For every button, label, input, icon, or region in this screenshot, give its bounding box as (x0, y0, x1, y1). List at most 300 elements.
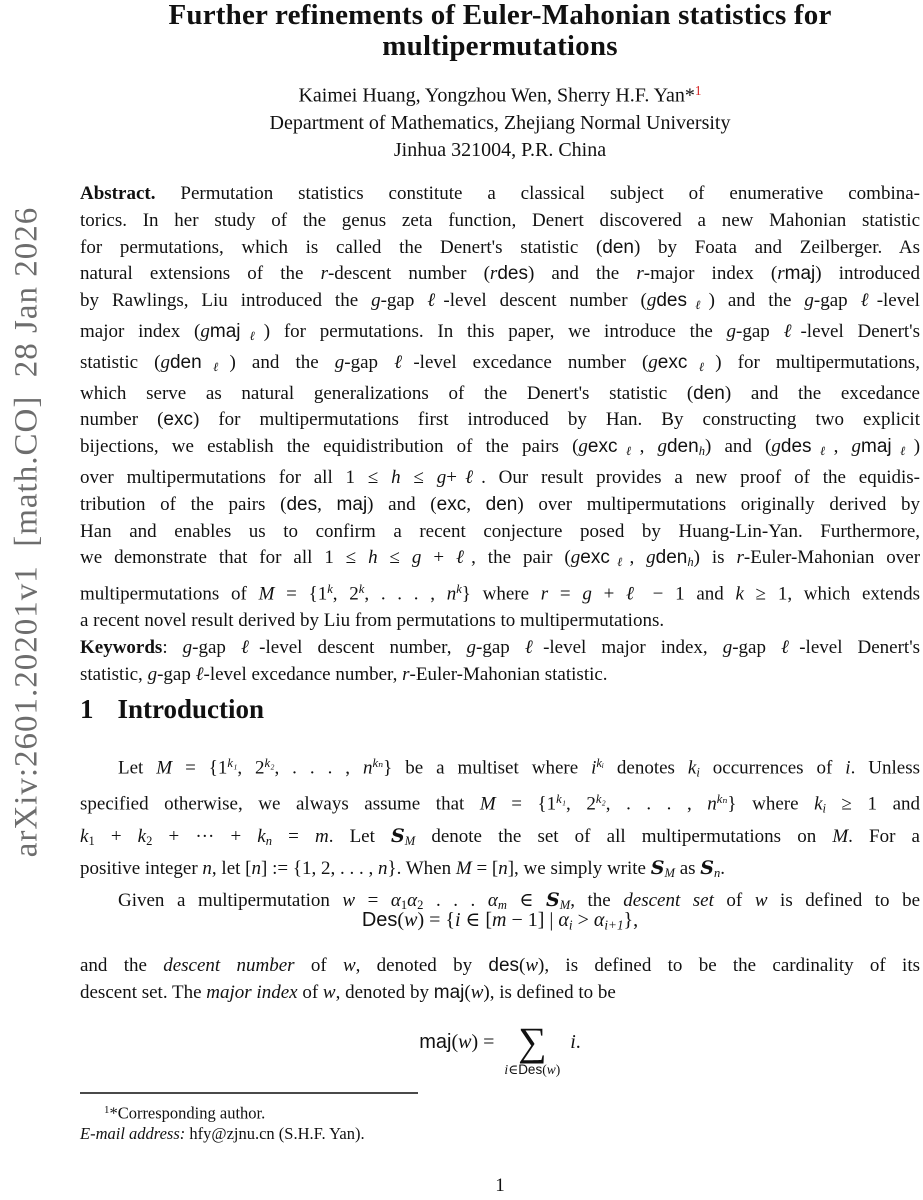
text-run: , denoted by (335, 981, 434, 1003)
text-run: k (327, 582, 333, 597)
equation-rhs (570, 1023, 581, 1054)
text-run: α (487, 890, 498, 912)
text-run: g (726, 320, 737, 342)
text-run: i (845, 757, 851, 779)
text-run: w (754, 890, 768, 912)
text-run: which serve as natural generalizations of the Denert's statistic ( (80, 382, 694, 404)
text-run: den (693, 382, 725, 404)
text-run: . . . (423, 890, 488, 912)
paper-title-line1: Further refinements of Euler-Mahonian statistics for (168, 0, 832, 31)
text-run: = (272, 825, 315, 847)
text-run: ) for multipermutations first introduced by Han. By constructing two explicit (192, 409, 920, 431)
text-run: , (466, 493, 486, 515)
authors-line (80, 77, 920, 110)
text-run: kₙ (716, 792, 728, 807)
text-run: -level Denert's (800, 320, 920, 342)
text-run: des (656, 290, 687, 311)
text-run: n (498, 857, 508, 879)
text-run: -gap (192, 636, 241, 658)
text-line (80, 855, 920, 887)
text-run: k₂ (595, 792, 606, 807)
text-run: major index ( (80, 320, 201, 342)
text-run: − 1] | (506, 909, 559, 931)
text-run: ℓ (687, 359, 716, 374)
text-run: r (402, 663, 410, 685)
text-line (80, 381, 920, 408)
text-run: α (407, 890, 418, 912)
text-run: , the (570, 890, 624, 912)
text-run: bijections, we establish the equidistribution of the pairs ( (80, 436, 579, 458)
text-run: ) for multipermutations, (715, 351, 920, 373)
section-number: 1 (80, 694, 94, 724)
author-block (80, 77, 920, 164)
text-run: M (404, 833, 416, 848)
arxiv-watermark: arXiv:2601.20201v1 [math.CO] 28 Jan 2026 (8, 206, 45, 858)
text-run: -Euler-Mahonian statistic. (409, 663, 608, 685)
text-run: major index (206, 981, 298, 1003)
text-run: } where (461, 583, 541, 605)
text-run: *Corresponding author. (109, 1103, 266, 1123)
text-run: ℓ (201, 359, 230, 374)
text-run: r (636, 263, 644, 285)
text-run: . Let (328, 825, 392, 847)
text-run: g (182, 636, 193, 658)
text-run: k (735, 583, 744, 605)
text-run: ) for permutations. In this paper, we introduce the (263, 320, 727, 342)
text-run: g (646, 290, 657, 311)
text-run: occurrences of (699, 757, 846, 779)
text-run: , let [ (211, 857, 252, 879)
text-run: h (368, 547, 378, 569)
text-run: for permutations, which is called the Denert's statistic ( (80, 236, 603, 258)
text-run: g (466, 636, 477, 658)
text-run: ) and ( (367, 493, 437, 515)
text-run: -gap (157, 663, 196, 685)
text-run: g (147, 663, 158, 685)
text-run: n (202, 857, 212, 879)
text-run: Keywords (80, 636, 163, 658)
text-run: and the (80, 955, 164, 976)
text-run: ] := {1, 2, . . . , (261, 857, 378, 879)
text-run: i+1 (604, 917, 624, 933)
paper-title (80, 0, 920, 62)
text-run: multipermutations of (80, 583, 259, 605)
text-run: g (570, 547, 581, 569)
text-run: h (687, 555, 694, 570)
text-run: w (322, 981, 336, 1003)
text-run: Let (118, 757, 157, 779)
text-run: h (391, 467, 401, 488)
text-run: w (470, 981, 484, 1003)
text-run: maj (784, 263, 816, 285)
text-run: ) and ( (704, 436, 772, 458)
text-run: r (540, 583, 549, 605)
text-run: exc (587, 436, 618, 458)
text-line (80, 319, 920, 350)
page-number: 1 (495, 1175, 505, 1196)
text-run: ) introduced (815, 263, 920, 285)
address-line: Jinhua 321004, P.R. China (393, 138, 607, 161)
text-run: -gap (380, 290, 428, 311)
text-line (80, 434, 920, 465)
text-run: i (568, 917, 573, 933)
text-run: > (572, 909, 594, 931)
text-run: n (446, 583, 457, 605)
text-run: ℓ (427, 290, 444, 311)
text-run: maj (861, 436, 892, 458)
text-run: = [ (471, 857, 499, 879)
footnote-rule (80, 1092, 418, 1094)
abstract-lines (80, 181, 920, 635)
text-run: n (265, 833, 272, 848)
text-run: descent number (163, 955, 295, 976)
text-run: ℓ (609, 555, 630, 570)
text-run: = {1 (172, 757, 228, 779)
text-line (80, 519, 920, 546)
keywords-lines (80, 635, 920, 689)
text-run: -level excedance number, (203, 663, 403, 685)
text-run: des (286, 493, 318, 515)
text-run: r (777, 263, 785, 285)
text-run: α (593, 909, 605, 931)
text-run: -level major index, (543, 636, 723, 658)
text-run: ℓ (456, 547, 472, 569)
text-run: -gap (736, 320, 784, 342)
text-run: number ( (80, 409, 164, 431)
text-run: g (722, 636, 733, 658)
text-run: g (851, 436, 861, 458)
affiliation-line: Department of Mathematics, Zhejiang Normal University (269, 111, 731, 134)
text-run: over multipermutations for all 1 ≤ (80, 467, 392, 488)
text-run: ℓ (240, 329, 264, 343)
text-run: g (371, 290, 381, 311)
text-run: g (648, 351, 658, 373)
text-run: maj (419, 1031, 452, 1053)
text-run: ) (913, 436, 921, 458)
text-line (80, 545, 920, 576)
text-run: n (251, 857, 261, 879)
text-line (80, 576, 920, 608)
text-run: r (736, 547, 744, 569)
text-run: S (650, 856, 665, 879)
text-run: } where (727, 793, 815, 815)
text-run: , 2 (332, 583, 359, 605)
footnote-line-email (80, 1123, 920, 1144)
text-run: g (200, 320, 210, 342)
text-run: -gap (813, 290, 861, 311)
text-line (80, 786, 920, 822)
text-run: = {1 (274, 583, 328, 605)
text-run: -descent number ( (327, 263, 490, 285)
text-run: ℓ (456, 467, 482, 488)
text-run: i (822, 801, 826, 816)
text-run: maj (336, 493, 368, 515)
text-run: n (707, 793, 717, 815)
text-run: α (390, 890, 401, 912)
text-run: , (317, 493, 337, 515)
text-run: , the pair ( (471, 547, 571, 569)
section-title: Introduction (117, 694, 265, 724)
text-run: ℓ (891, 444, 914, 459)
text-run: ℓ (394, 351, 414, 373)
text-run: = (548, 583, 583, 605)
equation-descent-set (80, 907, 920, 933)
text-run: ) and the (708, 290, 805, 311)
text-line (80, 750, 920, 786)
text-run: g (804, 290, 814, 311)
text-run: α (558, 909, 569, 931)
text-run: S (700, 856, 714, 879)
text-line (80, 662, 920, 689)
text-run: k₂ (264, 756, 275, 770)
text-run: . For a (848, 825, 920, 847)
text-run: : (162, 636, 183, 658)
text-run: n (714, 866, 721, 881)
text-line (80, 980, 920, 1007)
text-run: ℓ (783, 320, 801, 342)
text-run: is defined to be (767, 890, 921, 912)
text-run: ℓ (626, 583, 641, 605)
text-run: M (156, 757, 173, 779)
text-run: den (655, 547, 688, 569)
text-run: k (80, 825, 89, 847)
text-run: ) is (693, 547, 737, 569)
text-run: k (687, 757, 697, 779)
text-line (80, 181, 920, 208)
text-run: exc (580, 547, 610, 569)
paper-title-line2: multipermutations (382, 30, 618, 62)
text-run: g (646, 547, 656, 569)
text-run: ( (451, 1031, 459, 1053)
text-line (80, 492, 920, 519)
text-run: g (411, 547, 422, 569)
text-run: des (488, 955, 520, 976)
intro-paragraph-1 (80, 750, 920, 919)
text-line (80, 407, 920, 434)
text-run: ℓ (524, 636, 544, 658)
text-run: w (342, 890, 356, 912)
text-run: ℓ (240, 636, 260, 658)
text-run: specified otherwise, we always assume that (80, 793, 480, 815)
intro-paragraph-2 (80, 953, 920, 1006)
text-run: m (497, 898, 507, 913)
footnote-block (80, 1100, 920, 1144)
text-run: statistic ( (80, 351, 161, 373)
text-run: , . . . , (274, 757, 364, 779)
text-run: g (160, 351, 170, 373)
text-run: ( (397, 909, 405, 931)
text-run: i (696, 765, 700, 780)
text-run: w (458, 1031, 472, 1053)
text-run: -gap (344, 351, 395, 373)
text-run: k (814, 793, 823, 815)
text-run: k₁ (227, 756, 238, 770)
text-run: kₙ (372, 756, 384, 770)
text-run: -major index ( (643, 263, 778, 285)
text-run: g (578, 436, 588, 458)
text-run: = {1 (495, 793, 557, 815)
text-run: g (657, 436, 667, 458)
text-run: ℓ (686, 298, 709, 313)
equation-major-index (80, 1019, 920, 1078)
text-run: den (169, 351, 202, 373)
text-run: k₁ (556, 792, 567, 807)
text-run: M (258, 583, 275, 605)
text-run: M (832, 825, 849, 847)
text-run: 1 (104, 1104, 110, 1116)
text-run: 2 (146, 833, 153, 848)
text-line (80, 350, 920, 381)
text-run: . (720, 857, 726, 879)
text-run: ( (464, 981, 471, 1003)
text-run: w (404, 909, 418, 931)
text-run: k (137, 825, 147, 847)
text-run: , . . . , (364, 583, 447, 605)
text-run: we demonstrate that for all 1 ≤ (80, 547, 369, 569)
text-run: of (297, 981, 323, 1003)
text-run: ) and the (229, 351, 335, 373)
text-run: a recent novel result derived by Liu from permutations to multipermutations. (80, 610, 665, 632)
text-run: ≤ (400, 467, 437, 488)
text-run: 2 (417, 898, 424, 913)
text-run: -gap (732, 636, 782, 658)
text-run: ) and the excedance (724, 382, 920, 404)
text-line (80, 823, 920, 855)
text-run: natural extensions of the (80, 263, 321, 285)
text-run: i (504, 1062, 509, 1077)
text-run: w (525, 955, 539, 976)
text-run: hfy@zjnu.cn (S.H.F. Yan). (185, 1124, 365, 1144)
text-run: -level Denert's (799, 636, 921, 658)
text-run: -level (876, 290, 920, 311)
sigma-symbol: ∑ (518, 1019, 547, 1064)
text-run: ), is defined to be (483, 981, 616, 1003)
author-names: Kaimei Huang, Yongzhou Wen, Sherry H.F. Yan* (298, 84, 695, 107)
text-run: M (479, 793, 496, 815)
text-run: descent set (623, 890, 714, 912)
text-line (80, 635, 920, 662)
text-line (80, 235, 920, 262)
text-run: exc (657, 351, 688, 373)
text-run: r (320, 263, 328, 285)
text-run: E-mail address: (80, 1124, 186, 1144)
text-run: -Euler-Mahonian over (743, 547, 921, 569)
text-run: of (713, 890, 755, 912)
text-run: ( (519, 955, 526, 976)
text-run: ) (555, 1062, 561, 1077)
text-run: S (391, 824, 405, 847)
text-run: ≥ 1 and (825, 793, 920, 815)
text-run: ) and the (527, 263, 637, 285)
text-run: S (546, 889, 560, 912)
text-run: w (546, 1062, 556, 1077)
text-run: ∈ (508, 1062, 519, 1077)
text-run: 1 (88, 833, 95, 848)
text-run: ℓ (811, 444, 834, 459)
text-run: kᵢ (596, 756, 604, 770)
text-run: M (664, 866, 675, 881)
text-run: ℓ (617, 444, 640, 459)
text-run: h (698, 444, 705, 459)
text-line (80, 953, 920, 980)
text-run: + (591, 583, 627, 605)
text-run: M (455, 857, 472, 879)
text-run: ≥ 1, which extends (743, 583, 920, 605)
summation (504, 1019, 561, 1078)
text-run: by Rawlings, Liu introduced the (80, 290, 372, 311)
text-run: k (456, 582, 462, 597)
text-run: denote the set of all multipermutations on (415, 825, 833, 847)
text-run: Han and enables us to confirm a recent conjecture posed by Huang-Lin-Yan. Furthermore, (80, 520, 920, 542)
text-run: Des (361, 909, 398, 931)
abstract-block (80, 181, 920, 688)
text-run: Des (518, 1062, 543, 1077)
text-run: } be a multiset where (383, 757, 592, 779)
text-line (80, 288, 920, 319)
text-run: g (334, 351, 345, 373)
text-run: g (771, 436, 781, 458)
text-run: denotes (603, 757, 688, 779)
text-run: maj (433, 981, 465, 1003)
text-run: des (780, 436, 812, 458)
text-line (80, 465, 920, 492)
text-run: . Our result provides a new proof of the equidis- (481, 467, 921, 488)
author-footnote-mark: 1 (694, 83, 702, 98)
text-run: k (358, 582, 365, 597)
section-heading (80, 694, 920, 725)
text-run: n (363, 757, 373, 779)
text-run: n (377, 857, 388, 879)
text-run: , 2 (566, 793, 596, 815)
text-run: , 2 (237, 757, 265, 779)
text-run: ( (542, 1062, 547, 1077)
text-run: -level excedance number ( (413, 351, 649, 373)
text-run: ], we simply write (507, 857, 651, 879)
text-run: -level descent number ( (443, 290, 647, 311)
summation-subscript (504, 1062, 560, 1078)
text-run: m (492, 909, 507, 931)
text-run: ) = { (417, 909, 455, 931)
text-run: ℓ (781, 636, 800, 658)
text-run: of (294, 955, 343, 976)
text-line (80, 261, 920, 288)
text-run: + ··· + (152, 825, 258, 847)
text-run: exc (436, 493, 467, 515)
text-run: + (94, 825, 138, 847)
text-run: den (602, 236, 634, 258)
text-run: ) = (471, 1031, 495, 1053)
text-line (80, 208, 920, 235)
text-run: M (559, 898, 571, 913)
text-run: i (570, 1031, 576, 1053)
text-run: torics. In her study of the genus zeta function, Denert discovered a new Mahonian statistic (80, 209, 920, 231)
text-run: , (629, 547, 647, 569)
text-run: ≤ (377, 547, 412, 569)
text-run: ) by Foata and Zeilberger. As (633, 236, 921, 258)
text-run: 1 (400, 898, 408, 913)
text-run: ℓ (860, 290, 877, 311)
text-run: . Unless (850, 757, 920, 779)
text-run: w (342, 955, 356, 976)
text-run: g (436, 467, 447, 488)
text-run: r (489, 263, 498, 285)
text-run: Permutation statistics constitute a classical subject of enumerative combina- (155, 183, 920, 204)
text-line (80, 608, 920, 635)
text-run: den (485, 493, 518, 515)
text-run: i (454, 909, 461, 931)
footnote-line-corresponding (80, 1100, 920, 1123)
text-run: -level descent number, (259, 636, 467, 658)
